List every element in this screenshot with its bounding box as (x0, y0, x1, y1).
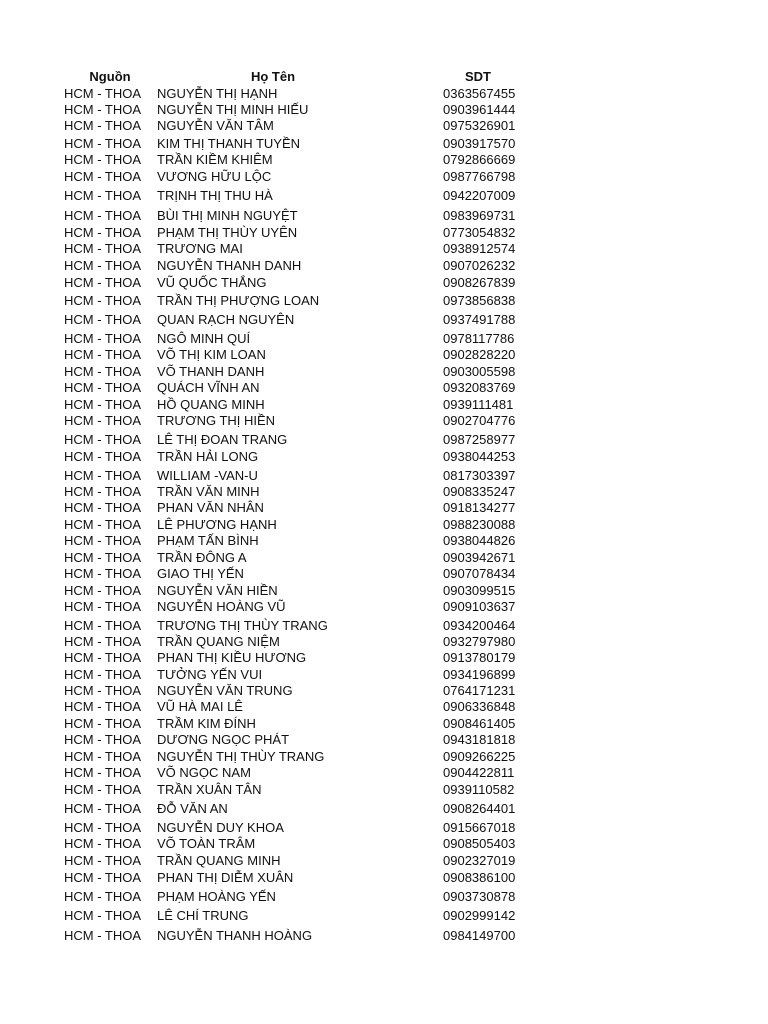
cell-source: HCM - THOA (64, 102, 142, 117)
table-row (0, 566, 768, 583)
cell-phone: 0817303397 (443, 468, 516, 483)
cell-source: HCM - THOA (64, 188, 142, 203)
cell-source: HCM - THOA (64, 928, 142, 943)
cell-name: ĐỖ VĂN AN (157, 801, 228, 816)
table-row (0, 86, 768, 102)
cell-phone: 0988230088 (443, 517, 516, 532)
table-row (0, 820, 768, 836)
cell-phone: 0903005598 (443, 364, 516, 379)
table-row (0, 634, 768, 650)
cell-source: HCM - THOA (64, 716, 142, 731)
cell-phone: 0764171231 (443, 683, 516, 698)
cell-source: HCM - THOA (64, 258, 142, 273)
cell-name: NGUYỄN VĂN HIỀN (157, 583, 278, 598)
cell-phone: 0903730878 (443, 889, 516, 904)
cell-phone: 0773054832 (443, 225, 516, 240)
cell-phone: 0932083769 (443, 380, 516, 395)
table-row (0, 732, 768, 749)
cell-phone: 0987258977 (443, 432, 516, 447)
cell-phone: 0903942671 (443, 550, 516, 565)
cell-name: PHAN THỊ KIỀU HƯƠNG (157, 650, 307, 665)
table-row (0, 550, 768, 566)
cell-phone: 0987766798 (443, 169, 516, 184)
table-row (0, 347, 768, 364)
cell-phone: 0915667018 (443, 820, 516, 835)
cell-source: HCM - THOA (64, 749, 142, 764)
cell-phone: 0937491788 (443, 312, 516, 327)
cell-phone: 0903961444 (443, 102, 516, 117)
cell-phone: 0909266225 (443, 749, 516, 764)
cell-name: TRẦN QUANG NIỆM (157, 634, 280, 649)
cell-source: HCM - THOA (64, 667, 142, 682)
cell-phone: 0938044253 (443, 449, 516, 464)
cell-name: TRẦN QUANG MINH (157, 853, 281, 868)
cell-name: TRỊNH THỊ THU HÀ (157, 188, 273, 203)
cell-phone: 0363567455 (443, 86, 516, 101)
cell-source: HCM - THOA (64, 331, 142, 346)
table-row (0, 102, 768, 118)
cell-name: NGUYỄN THỊ THÙY TRANG (157, 749, 325, 764)
cell-name: NGUYỄN HOÀNG VŨ (157, 599, 286, 614)
cell-source: HCM - THOA (64, 699, 142, 714)
cell-source: HCM - THOA (64, 801, 142, 816)
header-phone: SDT (465, 69, 491, 84)
cell-name: KIM THỊ THANH TUYỀN (157, 136, 301, 151)
cell-source: HCM - THOA (64, 618, 142, 633)
cell-name: TRẦN KIỀM KHIÊM (157, 152, 273, 167)
table-row (0, 801, 768, 820)
table-row (0, 517, 768, 533)
cell-source: HCM - THOA (64, 484, 142, 499)
cell-name: TRẦM KIM ĐÍNH (157, 716, 256, 731)
cell-name: TRƯƠNG THỊ THÙY TRANG (157, 618, 328, 633)
table-row (0, 836, 768, 853)
cell-source: HCM - THOA (64, 599, 142, 614)
cell-source: HCM - THOA (64, 908, 142, 923)
cell-name: PHẠM THỊ THÙY UYÊN (157, 225, 298, 240)
cell-phone: 0903099515 (443, 583, 516, 598)
cell-source: HCM - THOA (64, 765, 142, 780)
cell-phone: 0902999142 (443, 908, 516, 923)
cell-name: PHẠM TẤN BÌNH (157, 533, 259, 548)
cell-phone: 0938912574 (443, 241, 516, 256)
cell-phone: 0908335247 (443, 484, 516, 499)
cell-source: HCM - THOA (64, 136, 142, 151)
cell-name: PHAN VĂN NHÂN (157, 500, 264, 515)
table-row (0, 749, 768, 765)
table-row (0, 312, 768, 331)
cell-source: HCM - THOA (64, 293, 142, 308)
cell-phone: 0973856838 (443, 293, 516, 308)
cell-phone: 0902828220 (443, 347, 516, 362)
cell-source: HCM - THOA (64, 517, 142, 532)
header-name: Họ Tên (250, 69, 296, 84)
cell-name: TRƯƠNG MAI (157, 241, 243, 256)
cell-source: HCM - THOA (64, 225, 142, 240)
cell-phone: 0934196899 (443, 667, 516, 682)
cell-name: GIAO THỊ YẾN (157, 566, 244, 581)
cell-name: LÊ THỊ ĐOAN TRANG (157, 432, 288, 447)
table-row (0, 583, 768, 599)
table-row (0, 667, 768, 683)
table-row (0, 380, 768, 397)
cell-source: HCM - THOA (64, 118, 142, 133)
cell-source: HCM - THOA (64, 782, 142, 797)
cell-phone: 0904422811 (443, 765, 515, 780)
cell-phone: 0908267839 (443, 275, 516, 290)
cell-name: NGUYỄN DUY KHOA (157, 820, 284, 835)
table-row (0, 484, 768, 500)
cell-source: HCM - THOA (64, 432, 142, 447)
cell-name: NGUYỄN THANH DANH (157, 258, 302, 273)
cell-phone: 0978117786 (443, 331, 515, 346)
cell-name: HỒ QUANG MINH (157, 397, 265, 412)
cell-name: VÕ THANH DANH (157, 364, 265, 379)
cell-name: LÊ CHÍ TRUNG (157, 908, 249, 923)
table-row (0, 765, 768, 782)
cell-name: NGUYỄN VĂN TÂM (157, 118, 274, 133)
cell-source: HCM - THOA (64, 870, 142, 885)
table-row (0, 169, 768, 188)
cell-phone: 0792866669 (443, 152, 516, 167)
table-row (0, 908, 768, 928)
cell-phone: 0918134277 (443, 500, 516, 515)
header-source: Nguồn (89, 69, 131, 84)
cell-phone: 0902327019 (443, 853, 516, 868)
cell-source: HCM - THOA (64, 241, 142, 256)
cell-name: NGUYỄN THANH HOÀNG (157, 928, 313, 943)
cell-phone: 0907078434 (443, 566, 516, 581)
table-row (0, 533, 768, 550)
cell-phone: 0938044826 (443, 533, 516, 548)
table-row (0, 618, 768, 634)
cell-phone: 0932797980 (443, 634, 516, 649)
cell-name: TRẦN HẢI LONG (157, 449, 259, 464)
cell-source: HCM - THOA (64, 312, 142, 327)
cell-name: VŨ HÀ MAI LÊ (157, 699, 243, 714)
table-row (0, 293, 768, 312)
cell-source: HCM - THOA (64, 397, 142, 412)
cell-name: QUAN RẠCH NGUYÊN (157, 312, 295, 327)
cell-name: VÕ TOÀN TRÂM (157, 836, 256, 851)
table-row (0, 683, 768, 699)
cell-phone: 0975326901 (443, 118, 516, 133)
cell-phone: 0902704776 (443, 413, 516, 428)
cell-source: HCM - THOA (64, 275, 142, 290)
cell-source: HCM - THOA (64, 347, 142, 362)
table-row (0, 870, 768, 889)
table-row (0, 275, 768, 293)
cell-name: PHAN THỊ DIỄM XUÂN (157, 870, 294, 885)
cell-name: TRẦN VĂN MINH (157, 484, 260, 499)
cell-source: HCM - THOA (64, 468, 142, 483)
table-row (0, 449, 768, 468)
cell-name: WILLIAM -VAN-U (157, 468, 258, 483)
cell-source: HCM - THOA (64, 583, 142, 598)
cell-phone: 0909103637 (443, 599, 516, 614)
cell-phone: 0908386100 (443, 870, 516, 885)
cell-source: HCM - THOA (64, 566, 142, 581)
cell-phone: 0934200464 (443, 618, 516, 633)
table-row (0, 432, 768, 449)
cell-source: HCM - THOA (64, 364, 142, 379)
cell-phone: 0983969731 (443, 208, 516, 223)
cell-source: HCM - THOA (64, 820, 142, 835)
table-row (0, 782, 768, 801)
cell-source: HCM - THOA (64, 650, 142, 665)
cell-name: VÕ THỊ KIM LOAN (157, 347, 266, 362)
table-row (0, 468, 768, 484)
cell-phone: 0903917570 (443, 136, 516, 151)
table-row (0, 650, 768, 667)
cell-name: LÊ PHƯƠNG HẠNH (157, 517, 277, 532)
cell-phone: 0939111481 (443, 397, 514, 412)
table-row (0, 928, 768, 946)
cell-name: TRẦN ĐÔNG A (157, 550, 247, 565)
table-header (0, 68, 768, 85)
cell-name: VŨ QUỐC THẮNG (157, 275, 267, 290)
cell-source: HCM - THOA (64, 208, 142, 223)
cell-name: NGUYỄN THỊ MINH HIẾU (157, 102, 309, 117)
cell-name: QUÁCH VĨNH AN (157, 380, 260, 395)
cell-source: HCM - THOA (64, 683, 142, 698)
cell-source: HCM - THOA (64, 889, 142, 904)
table-row (0, 397, 768, 413)
cell-source: HCM - THOA (64, 533, 142, 548)
cell-name: VÕ NGỌC NAM (157, 765, 251, 780)
cell-source: HCM - THOA (64, 836, 142, 851)
cell-phone: 0906336848 (443, 699, 516, 714)
table-row (0, 331, 768, 347)
table-row (0, 258, 768, 275)
cell-name: BÙI THỊ MINH NGUYỆT (157, 208, 298, 223)
cell-source: HCM - THOA (64, 732, 142, 747)
cell-source: HCM - THOA (64, 380, 142, 395)
cell-name: PHẠM HOÀNG YẾN (157, 889, 276, 904)
cell-source: HCM - THOA (64, 169, 142, 184)
cell-phone: 0908505403 (443, 836, 516, 851)
table-row (0, 716, 768, 732)
cell-name: NGUYỄN VĂN TRUNG (157, 683, 293, 698)
table-row (0, 500, 768, 517)
table-row (0, 136, 768, 152)
cell-name: TRẦN XUÂN TÂN (157, 782, 262, 797)
cell-phone: 0908264401 (443, 801, 516, 816)
cell-name: DƯƠNG NGỌC PHÁT (157, 732, 290, 747)
table-row (0, 599, 768, 618)
cell-phone: 0908461405 (443, 716, 516, 731)
table-row (0, 225, 768, 241)
cell-name: VƯƠNG HỮU LỘC (157, 169, 272, 184)
cell-name: TƯỞNG YẾN VUI (157, 667, 263, 682)
cell-phone: 0907026232 (443, 258, 516, 273)
table-row (0, 152, 768, 169)
cell-source: HCM - THOA (64, 152, 142, 167)
cell-phone: 0943181818 (443, 732, 516, 747)
cell-name: TRẦN THỊ PHƯỢNG LOAN (157, 293, 320, 308)
cell-source: HCM - THOA (64, 550, 142, 565)
table-row (0, 208, 768, 225)
cell-phone: 0942207009 (443, 188, 516, 203)
table-row (0, 413, 768, 432)
cell-name: NGUYỄN THỊ HẠNH (157, 86, 278, 101)
cell-phone: 0984149700 (443, 928, 516, 943)
table-row (0, 188, 768, 208)
cell-name: NGÔ MINH QUÍ (157, 331, 251, 346)
table-body (0, 86, 768, 946)
cell-name: TRƯƠNG THỊ HIỀN (157, 413, 276, 428)
table-row (0, 364, 768, 380)
cell-source: HCM - THOA (64, 634, 142, 649)
cell-source: HCM - THOA (64, 449, 142, 464)
cell-phone: 0913780179 (443, 650, 516, 665)
cell-source: HCM - THOA (64, 500, 142, 515)
cell-source: HCM - THOA (64, 853, 142, 868)
table-row (0, 118, 768, 136)
cell-phone: 0939110582 (443, 782, 515, 797)
table-row (0, 241, 768, 258)
cell-source: HCM - THOA (64, 413, 142, 428)
cell-source: HCM - THOA (64, 86, 142, 101)
table-row (0, 699, 768, 716)
table-row (0, 853, 768, 870)
table-row (0, 889, 768, 908)
